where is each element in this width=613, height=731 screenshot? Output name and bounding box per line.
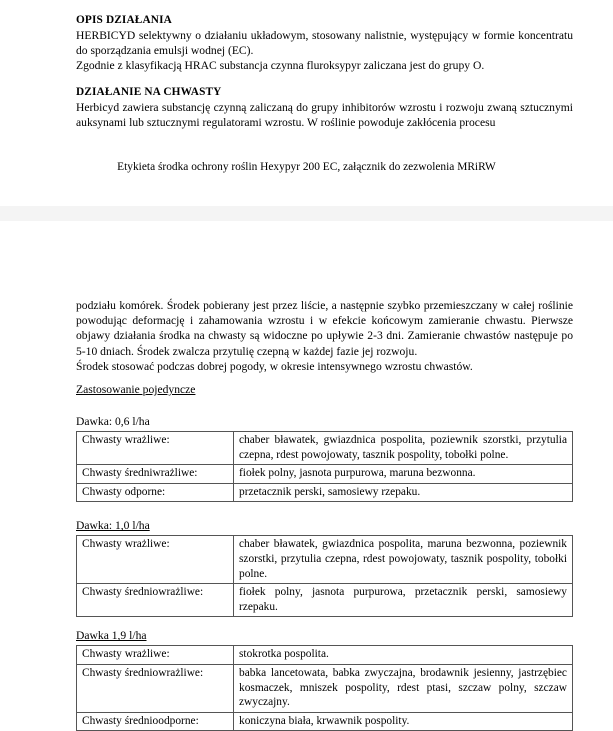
block-title-zastosowanie: Zastosowanie pojedyncze <box>76 383 196 396</box>
table-row <box>77 664 573 712</box>
weed-category-label: Chwasty wrażliwe: <box>77 536 234 584</box>
section-heading-opis-dzialania: OPIS DZIAŁANIA <box>76 14 172 26</box>
table-row <box>77 483 573 502</box>
spacer <box>76 617 573 626</box>
dose-group-3 <box>76 626 573 731</box>
weed-category-label: Chwasty średniwrażliwe: <box>77 465 234 484</box>
weed-species-list: chaber bławatek, gwiazdnica pospolita, maruna bezwonna, poziewnik szorstki, przytulia czepna, rdest powojowaty, tasznik pospolity, tobołki polne. <box>234 536 573 584</box>
section-continued-text <box>76 298 573 374</box>
block-title-wrapper <box>76 380 573 398</box>
dose-group-1 <box>76 412 573 502</box>
weeds-table-1 <box>76 431 573 502</box>
dose-group-2 <box>76 516 573 617</box>
page-top-region <box>0 0 613 206</box>
weed-species-list: chaber bławatek, gwiazdnica pospolita, poziewnik szorstki, przytulia czepna, rdest powojowaty, tasznik pospolity, tobołki polne. <box>234 432 573 465</box>
page-bottom-region <box>0 221 613 727</box>
weed-category-label: Chwasty średnioodporne: <box>77 712 234 731</box>
paragraph-opis-1: HERBICYD selektywny o działaniu układowym, stosowany nalistnie, występujący w formie koncentratu do sporządzania emulsji wodnej (EC). <box>76 28 573 57</box>
weed-category-label: Chwasty średniowrażliwe: <box>77 664 234 712</box>
weed-category-label: Chwasty wrażliwe: <box>77 432 234 465</box>
weeds-table-3 <box>76 645 573 731</box>
table-row <box>77 536 573 584</box>
weed-category-label: Chwasty wrażliwe: <box>77 646 234 665</box>
spacer <box>76 398 573 412</box>
table-row <box>77 584 573 617</box>
page-footer-label: Etykieta środka ochrony roślin Hexypyr 200 EC, załącznik do zezwolenia MRiRW <box>117 161 496 173</box>
dose-label-2: Dawka: 1,0 l/ha <box>76 519 150 533</box>
weed-species-list: koniczyna biała, krwawnik pospolity. <box>234 712 573 731</box>
section-heading-dzialanie-na-chwasty: DZIAŁANIE NA CHWASTY <box>76 86 222 98</box>
weed-category-label: Chwasty średniowrażliwe: <box>77 584 234 617</box>
weed-species-list: fiołek polny, jasnota purpurowa, maruna bezwonna. <box>234 465 573 484</box>
table-row <box>77 465 573 484</box>
weed-category-label: Chwasty odporne: <box>77 483 234 502</box>
paragraph-continued: podziału komórek. Środek pobierany jest przez liście, a następnie szybko przemieszczany w całej roślinie powodując deformację i zahamowania wzrostu i w efekcie końcowym zamieranie chwastu. Pierwsze objawy działania środka na chwasty są widoczne po upływie 2-3 dni. Zamieranie chwastów następuje po 5-10 dniach. Środek zwalcza przytulię czepną w każdej fazie jej rozwoju. <box>76 299 573 358</box>
paragraph-last: Środek stosować podczas dobrej pogody, w okresie intensywnego wzrostu chwastów. <box>76 359 473 373</box>
weeds-table-2 <box>76 535 573 617</box>
dose-label-1: Dawka: 0,6 l/ha <box>76 415 150 428</box>
spacer <box>76 502 573 516</box>
section-dzialanie-na-chwasty <box>76 85 573 130</box>
table-row <box>77 646 573 665</box>
dose-label-3: Dawka 1,9 l/ha <box>76 629 147 643</box>
paragraph-opis-2: Zgodnie z klasyfikacją HRAC substancja czynna fluroksypyr zaliczana jest do grupy O. <box>76 59 485 72</box>
weed-species-list: stokrotka pospolita. <box>234 646 573 665</box>
page-separator-band <box>0 206 613 221</box>
paragraph-dzialanie-1: Herbicyd zawiera substancję czynną zaliczaną do grupy inhibitorów wzrostu i rozwoju zwaną sztucznymi auksynami lub sztucznymi regulatorami wzrostu. W roślinie powoduje zakłócenia procesu <box>76 100 573 129</box>
table-row <box>77 432 573 465</box>
table-row <box>77 712 573 731</box>
section-zastosowanie-pojedyncze <box>76 380 573 731</box>
weed-species-list: babka lancetowata, babka zwyczajna, brodawnik jesienny, jastrzębiec kosmaczek, mniszek pospolity, rdest ptasi, szczaw polny, szczaw zwyczajny. <box>234 664 573 712</box>
section-opis-dzialania <box>76 13 573 73</box>
weed-species-list: fiołek polny, jasnota purpurowa, przetacznik perski, samosiewy rzepaku. <box>234 584 573 617</box>
weed-species-list: przetacznik perski, samosiewy rzepaku. <box>234 483 573 502</box>
